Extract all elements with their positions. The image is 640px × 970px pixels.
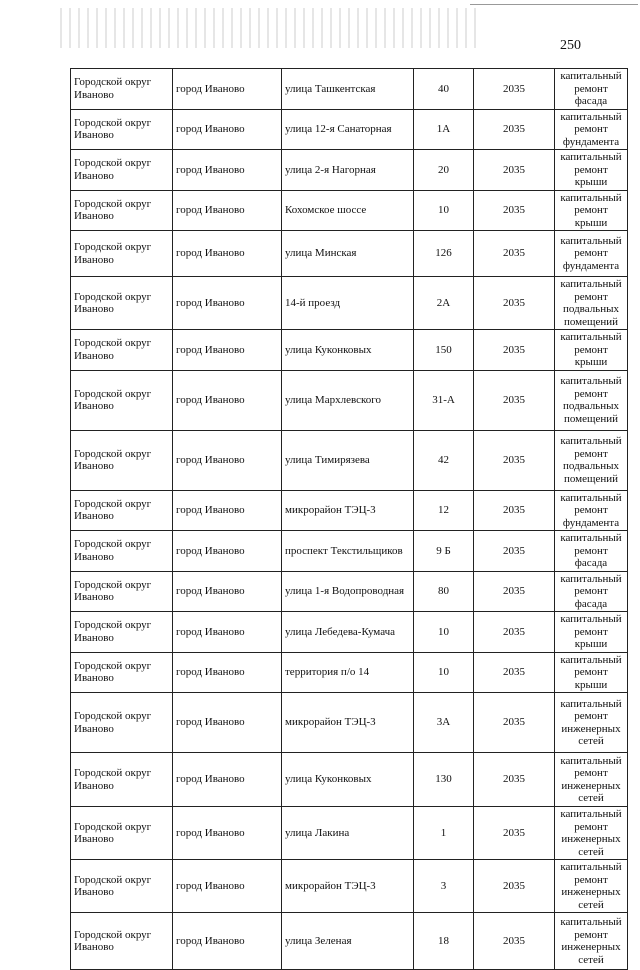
cell-street: улица Лебедева-Кумача bbox=[282, 612, 414, 653]
cell-street: проспект Текстильщиков bbox=[282, 531, 414, 572]
cell-work: капитальный ремонт фундамента bbox=[555, 490, 628, 531]
cell-city: город Иваново bbox=[173, 370, 282, 430]
cell-district: Городской округ Иваново bbox=[71, 69, 173, 110]
cell-city: город Иваново bbox=[173, 652, 282, 693]
top-rule bbox=[470, 4, 638, 5]
cell-year: 2035 bbox=[474, 190, 555, 231]
cell-city: город Иваново bbox=[173, 807, 282, 860]
cell-house: 126 bbox=[414, 231, 474, 277]
table-row bbox=[71, 571, 628, 612]
cell-district: Городской округ Иваново bbox=[71, 693, 173, 753]
cell-year: 2035 bbox=[474, 652, 555, 693]
cell-work: капитальный ремонт инженерных сетей bbox=[555, 753, 628, 807]
cell-house: 2А bbox=[414, 277, 474, 330]
cell-city: город Иваново bbox=[173, 860, 282, 913]
cell-work: капитальный ремонт инженерных сетей bbox=[555, 860, 628, 913]
cell-street: микрорайон ТЭЦ-3 bbox=[282, 860, 414, 913]
cell-district: Городской округ Иваново bbox=[71, 330, 173, 371]
cell-street: улица Куконковых bbox=[282, 753, 414, 807]
table-row bbox=[71, 69, 628, 110]
table-row bbox=[71, 693, 628, 753]
table-row bbox=[71, 430, 628, 490]
cell-city: город Иваново bbox=[173, 490, 282, 531]
repair-schedule-table bbox=[70, 68, 628, 970]
cell-district: Городской округ Иваново bbox=[71, 652, 173, 693]
cell-city: город Иваново bbox=[173, 913, 282, 970]
cell-district: Городской округ Иваново bbox=[71, 231, 173, 277]
cell-city: город Иваново bbox=[173, 753, 282, 807]
cell-work: капитальный ремонт фасада bbox=[555, 531, 628, 572]
cell-city: город Иваново bbox=[173, 109, 282, 150]
cell-work: капитальный ремонт крыши bbox=[555, 150, 628, 191]
table-body bbox=[71, 69, 628, 970]
table-row bbox=[71, 150, 628, 191]
cell-district: Городской округ Иваново bbox=[71, 612, 173, 653]
cell-city: город Иваново bbox=[173, 190, 282, 231]
cell-year: 2035 bbox=[474, 612, 555, 653]
cell-city: город Иваново bbox=[173, 430, 282, 490]
cell-street: улица Лакина bbox=[282, 807, 414, 860]
table-row bbox=[71, 277, 628, 330]
cell-work: капитальный ремонт фасада bbox=[555, 69, 628, 110]
cell-work: капитальный ремонт подвальных помещений bbox=[555, 430, 628, 490]
cell-house: 10 bbox=[414, 190, 474, 231]
cell-house: 31-А bbox=[414, 370, 474, 430]
cell-house: 80 bbox=[414, 571, 474, 612]
cell-district: Городской округ Иваново bbox=[71, 150, 173, 191]
cell-year: 2035 bbox=[474, 571, 555, 612]
cell-street: улица 2-я Нагорная bbox=[282, 150, 414, 191]
cell-work: капитальный ремонт крыши bbox=[555, 612, 628, 653]
cell-year: 2035 bbox=[474, 490, 555, 531]
cell-year: 2035 bbox=[474, 430, 555, 490]
scan-noise bbox=[60, 8, 480, 48]
table-row bbox=[71, 753, 628, 807]
cell-work: капитальный ремонт крыши bbox=[555, 652, 628, 693]
cell-house: 12 bbox=[414, 490, 474, 531]
cell-house: 1А bbox=[414, 109, 474, 150]
cell-year: 2035 bbox=[474, 330, 555, 371]
cell-year: 2035 bbox=[474, 370, 555, 430]
cell-district: Городской округ Иваново bbox=[71, 531, 173, 572]
table-row bbox=[71, 807, 628, 860]
cell-street: микрорайон ТЭЦ-3 bbox=[282, 490, 414, 531]
cell-house: 40 bbox=[414, 69, 474, 110]
cell-street: микрорайон ТЭЦ-3 bbox=[282, 693, 414, 753]
cell-city: город Иваново bbox=[173, 277, 282, 330]
cell-house: 42 bbox=[414, 430, 474, 490]
cell-year: 2035 bbox=[474, 150, 555, 191]
cell-work: капитальный ремонт фасада bbox=[555, 571, 628, 612]
cell-street: улица Куконковых bbox=[282, 330, 414, 371]
cell-district: Городской округ Иваново bbox=[71, 430, 173, 490]
cell-city: город Иваново bbox=[173, 231, 282, 277]
cell-street: Кохомское шоссе bbox=[282, 190, 414, 231]
cell-house: 10 bbox=[414, 652, 474, 693]
cell-house: 3 bbox=[414, 860, 474, 913]
cell-work: капитальный ремонт инженерных сетей bbox=[555, 913, 628, 970]
cell-house: 18 bbox=[414, 913, 474, 970]
cell-city: город Иваново bbox=[173, 612, 282, 653]
cell-year: 2035 bbox=[474, 69, 555, 110]
cell-city: город Иваново bbox=[173, 150, 282, 191]
cell-district: Городской округ Иваново bbox=[71, 753, 173, 807]
cell-work: капитальный ремонт подвальных помещений bbox=[555, 370, 628, 430]
cell-work: капитальный ремонт крыши bbox=[555, 190, 628, 231]
cell-house: 130 bbox=[414, 753, 474, 807]
table-row bbox=[71, 231, 628, 277]
cell-street: улица Зеленая bbox=[282, 913, 414, 970]
cell-year: 2035 bbox=[474, 807, 555, 860]
cell-house: 10 bbox=[414, 612, 474, 653]
cell-house: 9 Б bbox=[414, 531, 474, 572]
cell-house: 1 bbox=[414, 807, 474, 860]
table-row bbox=[71, 612, 628, 653]
cell-year: 2035 bbox=[474, 277, 555, 330]
cell-year: 2035 bbox=[474, 231, 555, 277]
cell-work: капитальный ремонт инженерных сетей bbox=[555, 807, 628, 860]
cell-year: 2035 bbox=[474, 860, 555, 913]
cell-street: улица Тимирязева bbox=[282, 430, 414, 490]
cell-street: улица Минская bbox=[282, 231, 414, 277]
cell-year: 2035 bbox=[474, 531, 555, 572]
table-row bbox=[71, 190, 628, 231]
cell-street: улица Мархлевского bbox=[282, 370, 414, 430]
table-row bbox=[71, 652, 628, 693]
cell-city: город Иваново bbox=[173, 69, 282, 110]
cell-street: улица 12-я Санаторная bbox=[282, 109, 414, 150]
cell-city: город Иваново bbox=[173, 571, 282, 612]
cell-district: Городской округ Иваново bbox=[71, 571, 173, 612]
cell-district: Городской округ Иваново bbox=[71, 370, 173, 430]
table-row bbox=[71, 531, 628, 572]
cell-house: 3А bbox=[414, 693, 474, 753]
cell-district: Городской округ Иваново bbox=[71, 860, 173, 913]
cell-district: Городской округ Иваново bbox=[71, 490, 173, 531]
table-row bbox=[71, 370, 628, 430]
page-number: 250 bbox=[560, 38, 581, 53]
cell-year: 2035 bbox=[474, 693, 555, 753]
cell-street: улица Ташкентская bbox=[282, 69, 414, 110]
cell-year: 2035 bbox=[474, 753, 555, 807]
table-row bbox=[71, 490, 628, 531]
cell-work: капитальный ремонт фундамента bbox=[555, 231, 628, 277]
cell-street: улица 1-я Водопроводная bbox=[282, 571, 414, 612]
cell-district: Городской округ Иваново bbox=[71, 807, 173, 860]
cell-house: 150 bbox=[414, 330, 474, 371]
cell-street: территория п/о 14 bbox=[282, 652, 414, 693]
cell-house: 20 bbox=[414, 150, 474, 191]
cell-city: город Иваново bbox=[173, 693, 282, 753]
cell-street: 14-й проезд bbox=[282, 277, 414, 330]
table-row bbox=[71, 109, 628, 150]
table-row bbox=[71, 330, 628, 371]
cell-work: капитальный ремонт фундамента bbox=[555, 109, 628, 150]
cell-work: капитальный ремонт инженерных сетей bbox=[555, 693, 628, 753]
cell-district: Городской округ Иваново bbox=[71, 913, 173, 970]
cell-district: Городской округ Иваново bbox=[71, 190, 173, 231]
cell-city: город Иваново bbox=[173, 531, 282, 572]
cell-work: капитальный ремонт подвальных помещений bbox=[555, 277, 628, 330]
cell-city: город Иваново bbox=[173, 330, 282, 371]
table-row bbox=[71, 913, 628, 970]
cell-work: капитальный ремонт крыши bbox=[555, 330, 628, 371]
cell-year: 2035 bbox=[474, 913, 555, 970]
cell-district: Городской округ Иваново bbox=[71, 109, 173, 150]
cell-district: Городской округ Иваново bbox=[71, 277, 173, 330]
cell-year: 2035 bbox=[474, 109, 555, 150]
